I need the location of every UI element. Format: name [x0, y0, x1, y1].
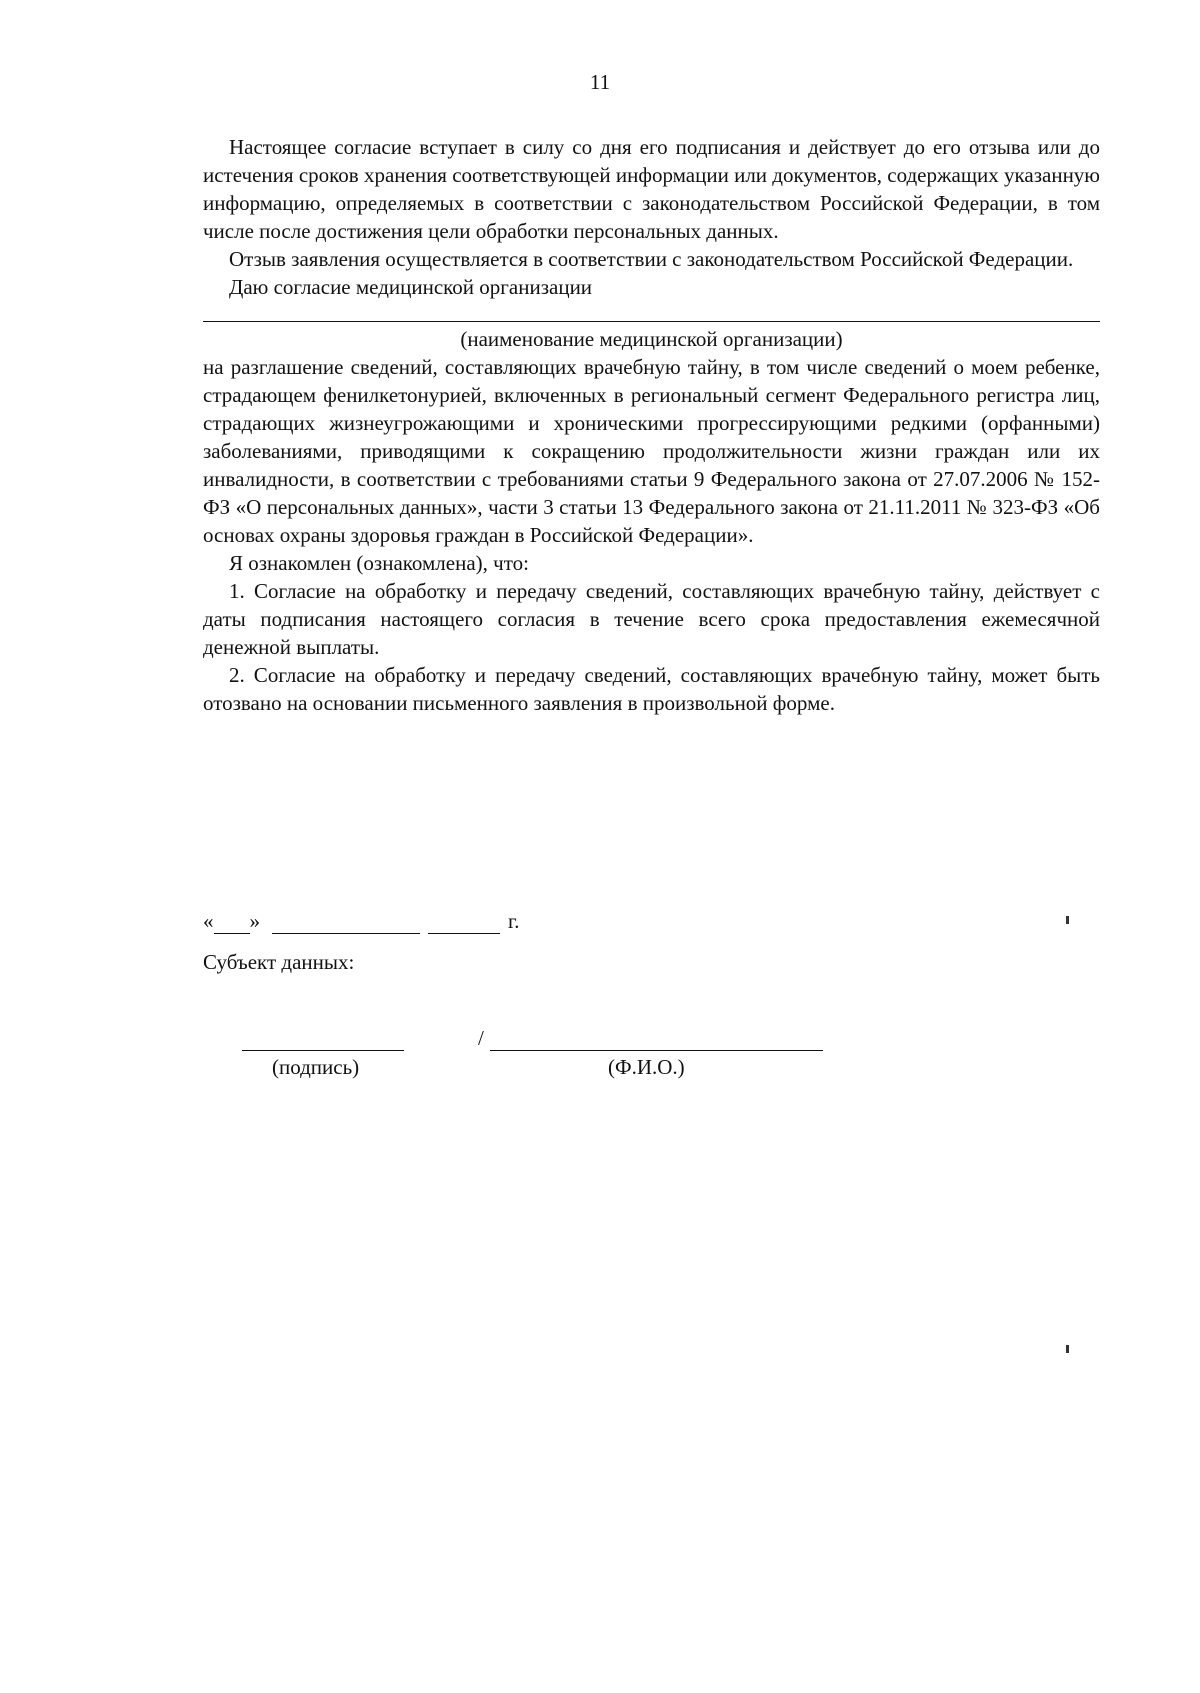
- signature-separator: /: [478, 1026, 484, 1050]
- full-name-field[interactable]: [490, 1030, 823, 1051]
- day-field[interactable]: [214, 913, 250, 934]
- signature-field[interactable]: [242, 1030, 404, 1051]
- paragraph-item-2: 2. Согласие на обработку и передачу сведений, составляющих врачебную тайну, может быть отозвано на основании письменного заявления в произвольной форме.: [203, 663, 1100, 715]
- date-close-quote: »: [249, 909, 260, 933]
- scan-mark: [1066, 916, 1069, 924]
- consent-body: [203, 133, 1100, 717]
- organization-name-field[interactable]: [203, 301, 1100, 322]
- subject-label: Субъект данных:: [203, 950, 355, 974]
- paragraph-item-1: 1. Согласие на обработку и передачу сведений, составляющих врачебную тайну, действует с даты подписания настоящего согласия в течение всего срока предоставления ежемесячной денежной выплаты.: [203, 579, 1100, 659]
- page-number: 11: [589, 70, 611, 94]
- date-line: [203, 904, 520, 934]
- year-suffix: г.: [508, 909, 520, 933]
- signature-caption: (подпись): [272, 1055, 360, 1079]
- year-field[interactable]: [428, 913, 500, 934]
- paragraph-revocation: Отзыв заявления осуществляется в соответствии с законодательством Российской Федерации.: [229, 247, 1074, 271]
- date-open-quote: «: [203, 909, 214, 933]
- paragraph-consent-intro: Даю согласие медицинской организации: [229, 275, 593, 299]
- organization-caption: (наименование медицинской организации): [460, 327, 843, 351]
- full-name-caption: (Ф.И.О.): [608, 1055, 685, 1079]
- paragraph-disclosure: на разглашение сведений, составляющих врачебную тайну, в том числе сведений о моем ребенке, страдающем фенилкетонурией, включенных в региональный сегмент Федерального регистра лиц, страдающих жизнеугрожающими и хроническими прогрессирующими редкими (орфанными) заболеваниями, приводящими к сокращению продолжительности жизни граждан или их инвалидности, в соответствии с требованиями статьи 9 Федерального закона от 27.07.2006 № 152-ФЗ «О персональных данных», части 3 статьи 13 Федерального закона от 21.11.2011 № 323-ФЗ «Об основах охраны здоровья граждан в Российской Федерации».: [203, 355, 1100, 547]
- scan-mark: [1066, 1345, 1069, 1353]
- paragraph-acknowledgement: Я ознакомлен (ознакомлена), что:: [229, 551, 529, 575]
- paragraph-validity: Настоящее согласие вступает в силу со дня его подписания и действует до его отзыва или до истечения сроков хранения соответствующей информации или документов, содержащих указанную информацию, определяемых в соответствии с законодательством Российской Федерации, в том числе после достижения цели обработки персональных данных.: [203, 135, 1100, 243]
- month-field[interactable]: [272, 913, 420, 934]
